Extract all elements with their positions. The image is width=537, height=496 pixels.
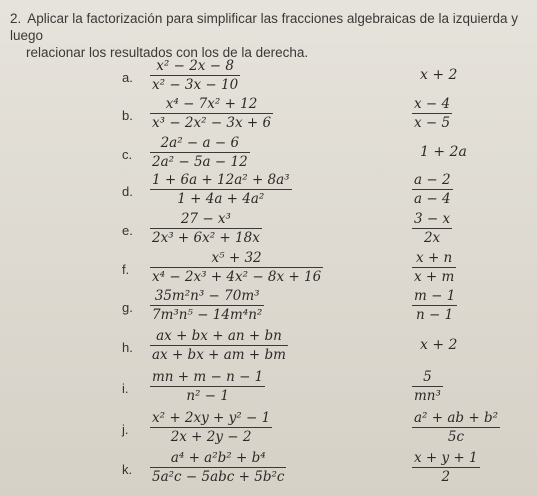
item-letter: b.: [122, 108, 133, 123]
item-letter: d.: [122, 184, 133, 199]
item-letter: h.: [122, 340, 133, 355]
fraction-bar: [412, 427, 500, 428]
exercise-row-g: [0, 288, 537, 326]
left-fraction: [150, 135, 250, 170]
fraction-denominator: mn³: [414, 388, 441, 404]
exercise-row-f: [0, 250, 537, 288]
fraction-numerator: a − 2: [414, 172, 451, 188]
fraction-numerator: 5: [423, 369, 432, 385]
left-fraction: [150, 369, 265, 404]
fraction-denominator: 7m³n⁵ − 14m⁴n²: [152, 307, 263, 323]
item-letter: g.: [122, 300, 133, 315]
fraction-bar: [412, 305, 457, 306]
left-fraction: [150, 250, 323, 285]
left-fraction: [150, 211, 262, 246]
fraction-numerator: mn + m − n − 1: [152, 369, 264, 385]
left-fraction: [150, 96, 273, 131]
exercise-instruction: [10, 10, 530, 61]
right-fraction: [412, 172, 453, 207]
fraction-numerator: x + y + 1: [414, 450, 478, 466]
left-fraction: [150, 58, 240, 93]
item-letter: e.: [122, 223, 133, 238]
fraction-bar: [412, 228, 452, 229]
fraction-bar: [150, 75, 240, 76]
fraction-denominator: 2x³ + 6x² + 18x: [152, 230, 260, 246]
fraction-denominator: x + m: [414, 269, 455, 285]
fraction-numerator: x² + 2xy + y² − 1: [152, 410, 271, 426]
fraction-bar: [412, 189, 453, 190]
fraction-denominator: 5a²c − 5abc + 5b²c: [152, 469, 285, 485]
left-fraction: [150, 410, 272, 445]
left-fraction: [150, 288, 264, 323]
fraction-bar: [150, 152, 250, 153]
fraction-bar: [150, 467, 286, 468]
item-letter: j.: [122, 422, 129, 437]
fraction-denominator: ax + bx + am + bm: [152, 347, 286, 363]
fraction-numerator: a⁴ + a²b² + b⁴: [170, 450, 266, 466]
fraction-numerator: a² + ab + b²: [414, 410, 498, 426]
fraction-denominator: x³ − 2x² − 3x + 6: [152, 115, 272, 131]
exercise-row-j: [0, 410, 537, 448]
exercise-row-i: [0, 369, 537, 407]
fraction-numerator: 27 − x³: [180, 211, 231, 227]
fraction-denominator: x − 5: [414, 115, 451, 131]
exercise-row-h: [0, 328, 537, 366]
right-fraction: [412, 410, 500, 445]
right-fraction: [412, 250, 456, 285]
fraction-numerator: x − 4: [414, 96, 451, 112]
fraction-bar: [412, 267, 456, 268]
exercise-row-k: [0, 450, 537, 488]
fraction-numerator: m − 1: [414, 288, 456, 304]
fraction-bar: [150, 113, 273, 114]
fraction-bar: [412, 113, 452, 114]
fraction-denominator: a − 4: [414, 191, 451, 207]
item-letter: c.: [122, 147, 133, 162]
left-fraction: [150, 328, 288, 363]
exercise-row-d: [0, 172, 537, 210]
fraction-bar: [150, 427, 272, 428]
right-fraction: [412, 288, 457, 323]
fraction-denominator: 1 + 4a + 4a²: [177, 191, 265, 207]
fraction-bar: [150, 228, 262, 229]
instruction-line-1: Aplicar la factorización para simplificar las fracciones algebraicas de la izquierda y luego: [10, 11, 518, 43]
fraction-bar: [150, 386, 265, 387]
right-expression: x + 2: [420, 337, 458, 353]
right-expression: 1 + 2a: [420, 144, 467, 160]
fraction-denominator: n − 1: [416, 307, 454, 323]
fraction-denominator: 2x + 2y − 2: [170, 429, 252, 445]
item-letter: f.: [122, 262, 130, 277]
right-expression: x + 2: [420, 67, 458, 83]
fraction-bar: [412, 386, 443, 387]
fraction-bar: [150, 305, 264, 306]
fraction-numerator: x² − 2x − 8: [156, 58, 234, 74]
fraction-denominator: x⁴ − 2x³ + 4x² − 8x + 16: [152, 269, 322, 285]
fraction-numerator: 2a² − a − 6: [160, 135, 240, 151]
fraction-numerator: x + n: [416, 250, 453, 266]
exercise-row-c: [0, 135, 537, 173]
fraction-denominator: x² − 3x − 10: [152, 77, 239, 93]
fraction-numerator: ax + bx + an + bn: [156, 328, 282, 344]
fraction-bar: [412, 467, 480, 468]
right-fraction: [412, 96, 452, 131]
item-letter: a.: [122, 70, 133, 85]
left-fraction: [150, 172, 292, 207]
exercise-row-a: [0, 58, 537, 96]
right-fraction: [412, 211, 452, 246]
left-fraction: [150, 450, 286, 485]
fraction-denominator: 2a² − 5a − 12: [152, 154, 248, 170]
fraction-bar: [150, 189, 292, 190]
fraction-numerator: x⁴ − 7x² + 12: [165, 96, 258, 112]
item-letter: i.: [122, 381, 129, 396]
exercise-row-e: [0, 211, 537, 249]
fraction-denominator: 5c: [447, 429, 465, 445]
exercise-number: 2.: [10, 11, 22, 26]
fraction-bar: [150, 267, 323, 268]
instruction-line-2: relacionar los resultados con los de la derecha.: [26, 45, 309, 60]
item-letter: k.: [122, 462, 133, 477]
fraction-denominator: 2: [441, 469, 451, 485]
fraction-bar: [150, 345, 288, 346]
fraction-numerator: 35m²n³ − 70m³: [154, 288, 260, 304]
fraction-numerator: x⁵ + 32: [211, 250, 262, 266]
right-fraction: [412, 450, 480, 485]
fraction-numerator: 3 − x: [414, 211, 451, 227]
fraction-denominator: 2x: [423, 230, 441, 246]
exercise-row-b: [0, 96, 537, 134]
fraction-numerator: 1 + 6a + 12a² + 8a³: [152, 172, 290, 188]
fraction-denominator: n² − 1: [186, 388, 229, 404]
right-fraction: [412, 369, 443, 404]
